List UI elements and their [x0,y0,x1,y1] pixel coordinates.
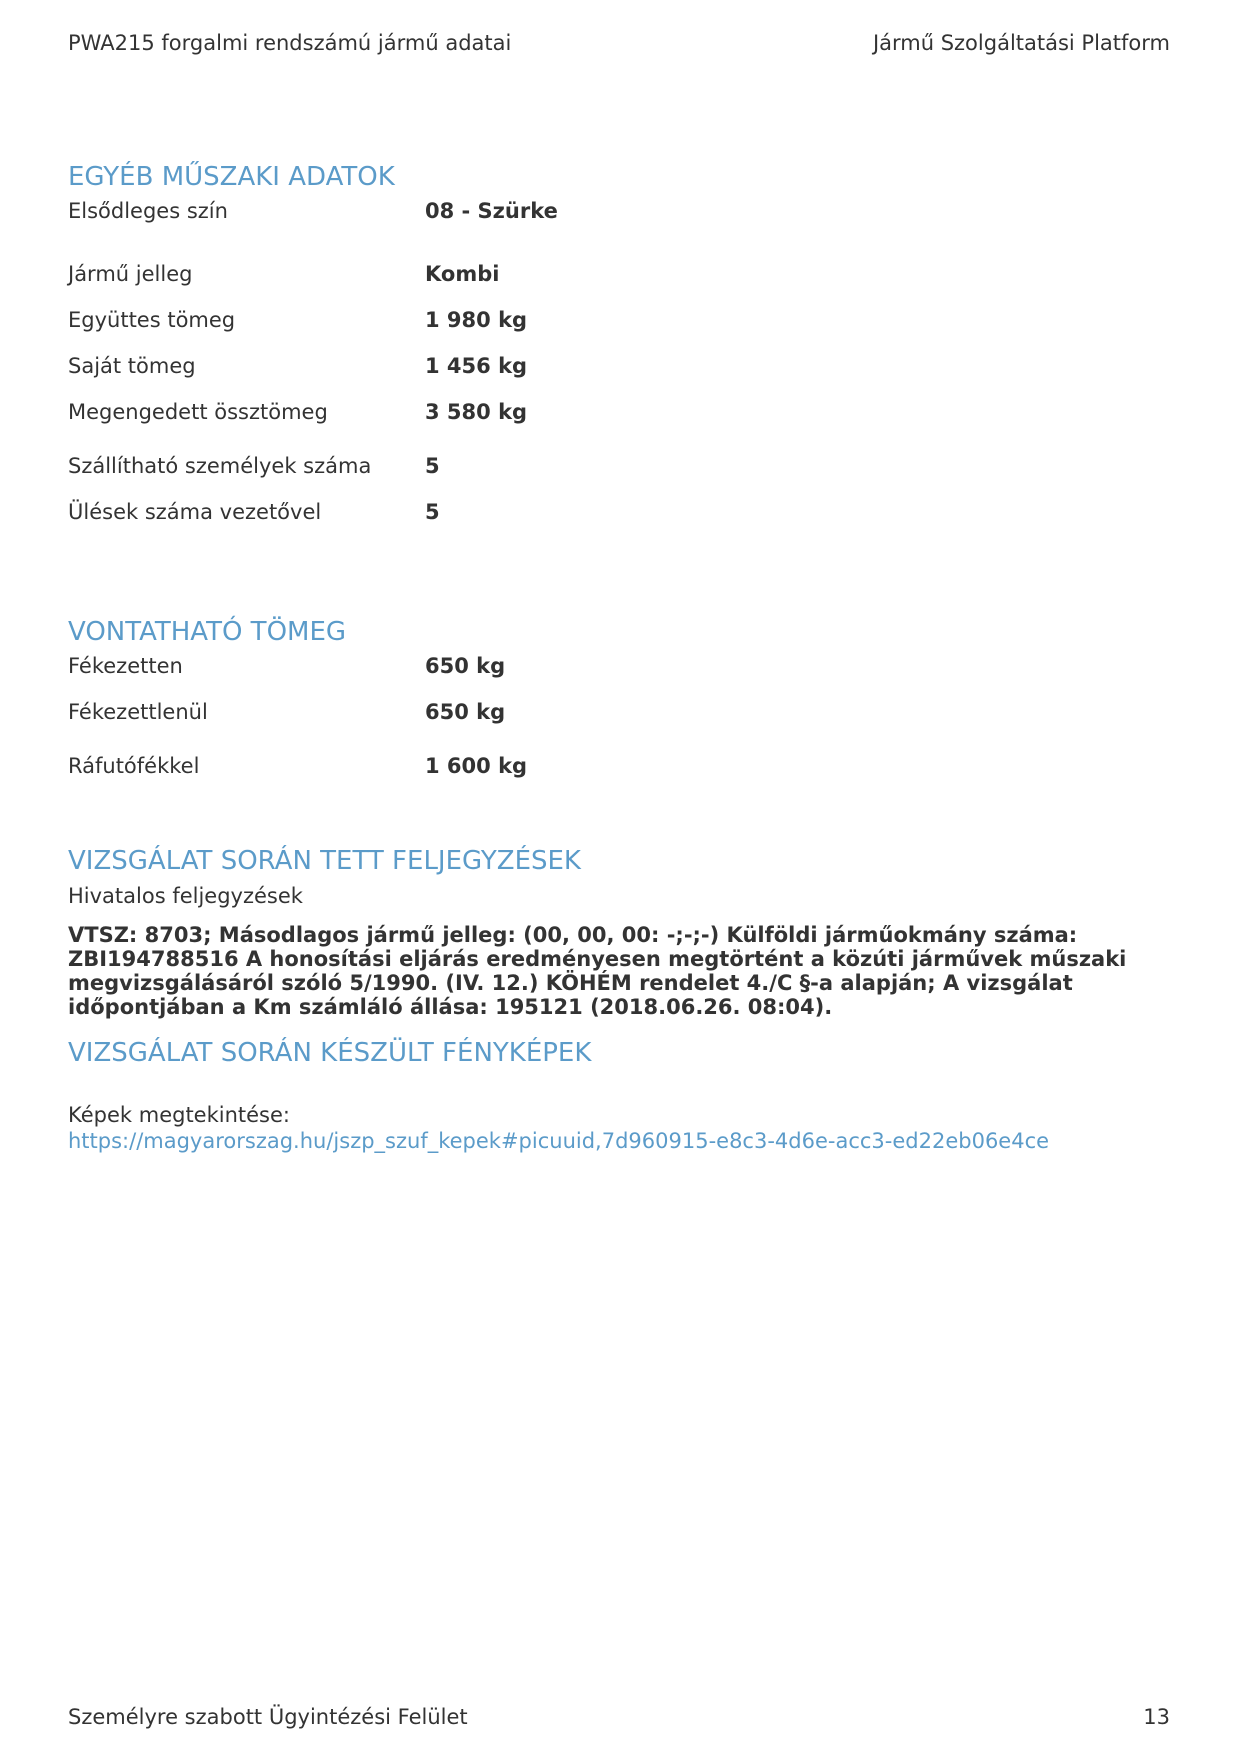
data-row-own-mass [68,354,1168,384]
row-label: Megengedett össztömeg [68,400,328,424]
notes-line: VTSZ: 8703; Másodlagos jármű jelleg: (00, 00, 00: -;-;-) Külföldi járműokmány száma: [68,923,1078,947]
data-row-vehicle-type [68,262,1168,292]
section-title-other-technical: EGYÉB MŰSZAKI ADATOK [68,162,395,192]
page-footer-title: Személyre szabott Ügyintézési Felület [68,1705,468,1729]
row-label: Jármű jelleg [68,262,193,286]
data-row-unbraked [68,700,1168,730]
notes-line: időpontjában a Km számláló állása: 195121 (2018.06.26. 08:04). [68,995,833,1019]
row-label: Együttes tömeg [68,308,236,332]
row-label: Ráfutófékkel [68,754,200,778]
official-notes-text [68,923,1173,1019]
photos-link[interactable]: https://magyarorszag.hu/jszp_szuf_kepek#picuuid,7d960915-e8c3-4d6e-acc3-ed22eb06e4ce [68,1129,1050,1153]
data-row-max-mass [68,400,1168,430]
page-number: 13 [1143,1705,1170,1729]
section-title-inspection-notes: VIZSGÁLAT SORÁN TETT FELJEGYZÉSEK [68,846,581,876]
row-value: 5 [425,454,440,478]
official-notes-label: Hivatalos feljegyzések [68,884,303,908]
section-title-towable-mass: VONTATHATÓ TÖMEG [68,617,347,647]
row-value: 5 [425,500,440,524]
row-label: Ülések száma vezetővel [68,500,322,524]
row-value: 1 600 kg [425,754,528,778]
row-value: 650 kg [425,700,506,724]
row-value: 1 980 kg [425,308,528,332]
row-label: Elsődleges szín [68,199,228,223]
row-label: Szállítható személyek száma [68,454,372,478]
row-value: Kombi [425,262,500,286]
data-row-seats [68,500,1168,530]
data-row-combined-mass [68,308,1168,338]
notes-line: megvizsgálásáról szóló 5/1990. (IV. 12.) KÖHÉM rendelet 4./C §-a alapján; A vizsgálat [68,971,1073,995]
row-value: 1 456 kg [425,354,528,378]
data-row-primary-color [68,199,1168,229]
data-row-braked [68,654,1168,684]
notes-line: ZBI194788516 A honosítási eljárás eredményesen megtörtént a közúti járművek műszaki [68,947,1127,971]
row-value: 08 - Szürke [425,199,558,223]
row-label: Saját tömeg [68,354,196,378]
data-row-passengers [68,454,1168,484]
data-row-overrun-brake [68,754,1168,784]
row-value: 650 kg [425,654,506,678]
row-label: Fékezettlenül [68,700,208,724]
page-header-title: PWA215 forgalmi rendszámú jármű adatai [68,31,512,55]
section-title-inspection-photos: VIZSGÁLAT SORÁN KÉSZÜLT FÉNYKÉPEK [68,1038,592,1068]
row-value: 3 580 kg [425,400,528,424]
view-photos-label: Képek megtekintése: [68,1103,290,1127]
row-label: Fékezetten [68,654,183,678]
page-header-platform: Jármű Szolgáltatási Platform [872,31,1170,55]
